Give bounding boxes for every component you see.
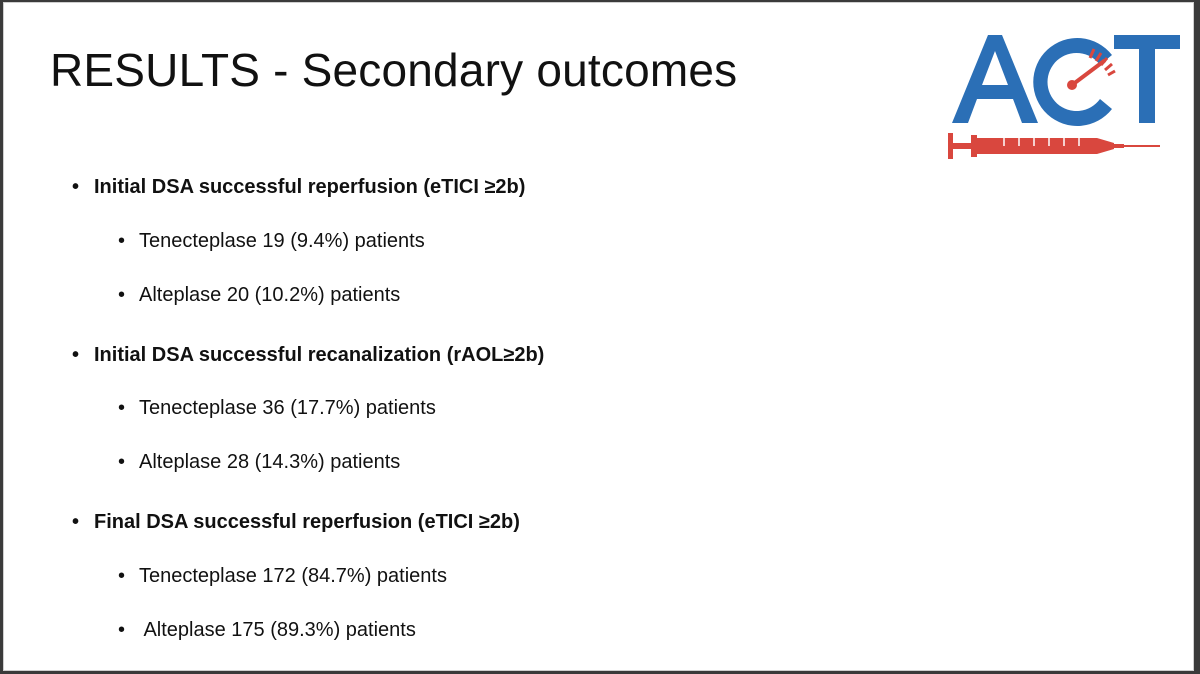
act-logo <box>944 25 1184 170</box>
section-heading: • Final DSA successful reperfusion (eTICI ≥2b) <box>72 511 520 533</box>
slide-title: RESULTS - Secondary outcomes <box>50 44 738 96</box>
logo-letter-a <box>952 35 1038 123</box>
list-item: • Alteplase 20 (10.2%) patients <box>118 284 401 306</box>
list-item: • Alteplase 28 (14.3%) patients <box>118 451 401 473</box>
slide <box>3 2 1194 671</box>
section-heading: • Initial DSA successful recanalization (rAOL≥2b) <box>72 344 545 366</box>
list-item: • Tenecteplase 172 (84.7%) patients <box>118 565 447 587</box>
list-item: • Tenecteplase 36 (17.7%) patients <box>118 397 436 419</box>
section-heading: • Initial DSA successful reperfusion (eTICI ≥2b) <box>72 176 526 198</box>
syringe-icon <box>948 133 1160 159</box>
gauge-needle <box>1072 61 1104 85</box>
list-item: • Tenecteplase 19 (9.4%) patients <box>118 230 425 252</box>
list-item: • Alteplase 175 (89.3%) patients <box>118 619 416 641</box>
logo-letter-t <box>1114 35 1180 123</box>
